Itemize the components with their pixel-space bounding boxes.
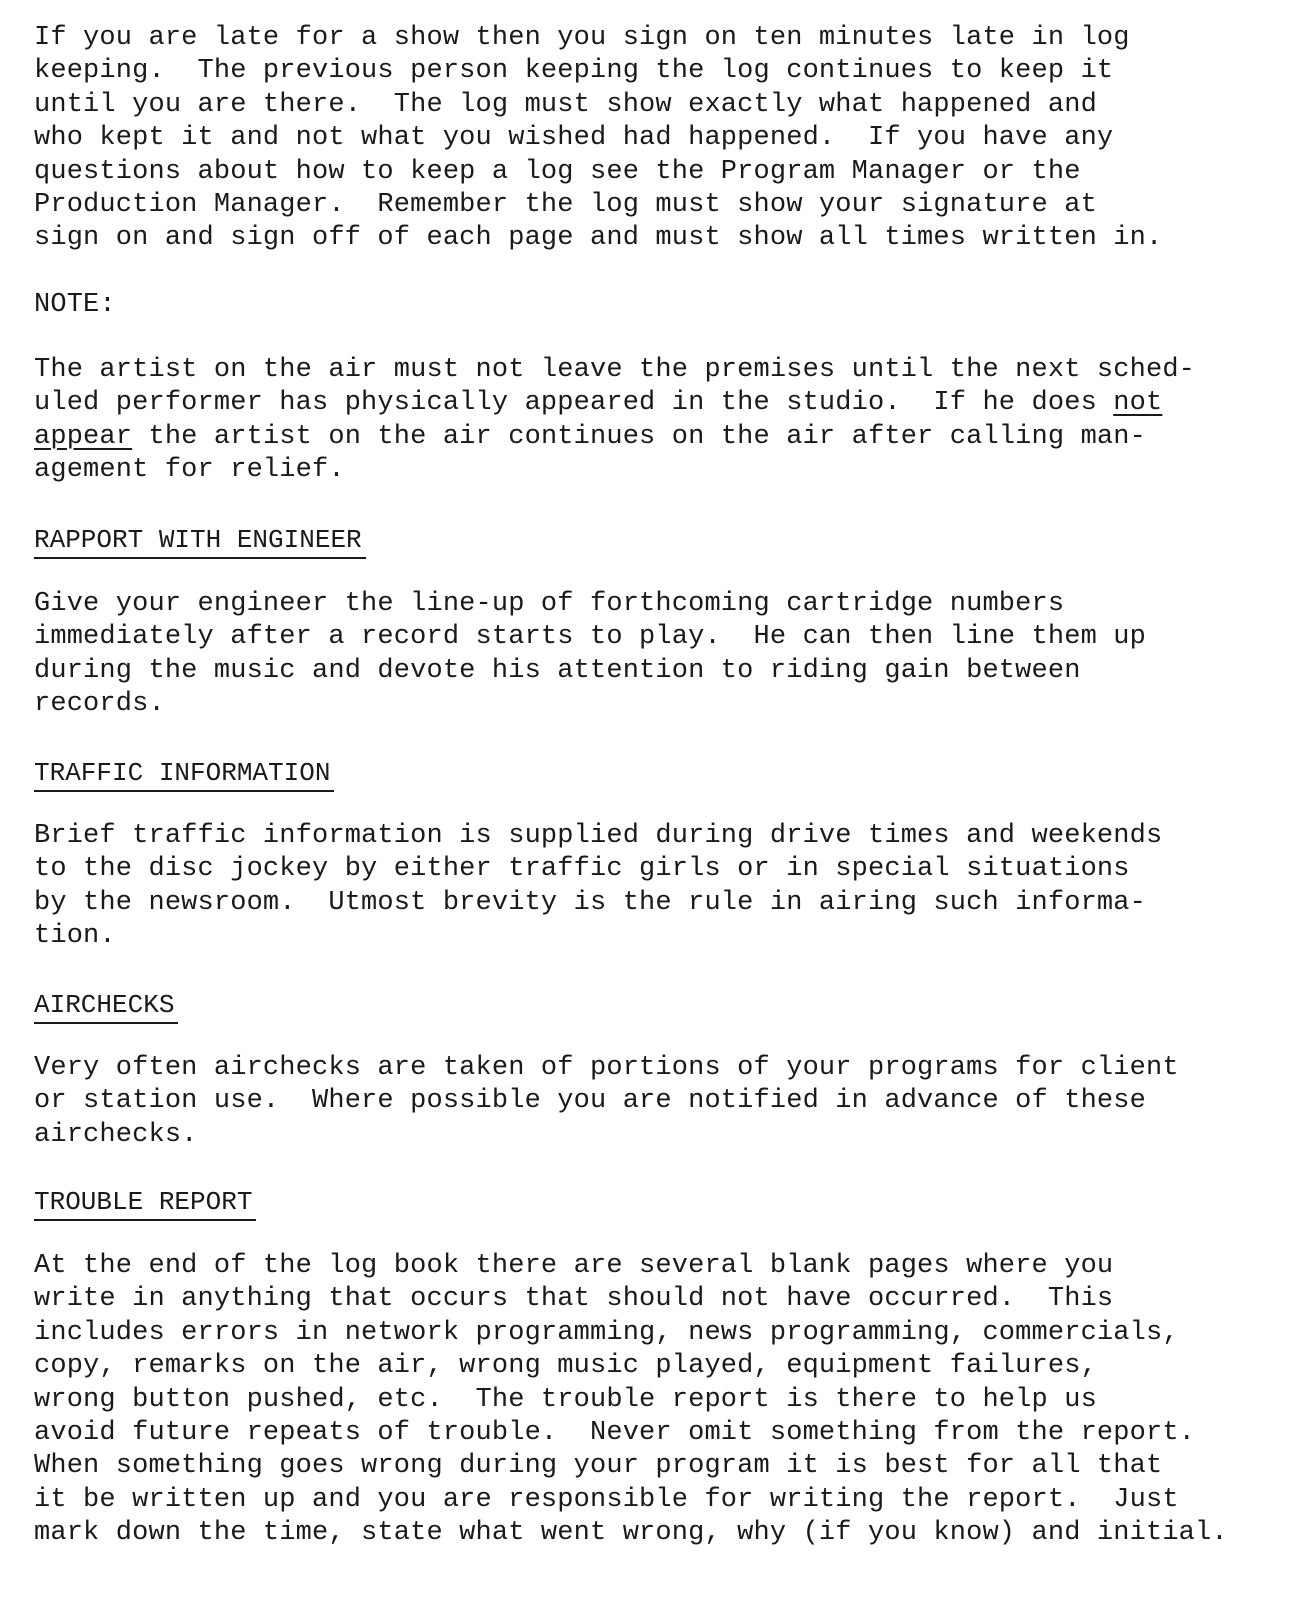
- paragraph-line: includes errors in network programming, news programming, commercials,: [34, 1317, 1179, 1348]
- paragraph-line: wrong button pushed, etc. The trouble report is there to help us: [34, 1384, 1097, 1415]
- paragraph-line: Production Manager. Remember the log must show your signature at: [34, 189, 1097, 220]
- paragraph-line: immediately after a record starts to play. He can then line them up: [34, 622, 1146, 653]
- paragraph-line: airchecks.: [34, 1119, 198, 1150]
- paragraph-line: until you are there. The log must show exactly what happened and: [34, 89, 1097, 120]
- section-traffic-body: [34, 820, 1274, 954]
- paragraph-line: copy, remarks on the air, wrong music played, equipment failures,: [34, 1351, 1097, 1382]
- paragraph-line: tion.: [34, 921, 116, 952]
- paragraph-line: avoid future repeats of trouble. Never omit something from the report.: [34, 1417, 1196, 1448]
- section-rapport-body: [34, 588, 1274, 722]
- section-trouble-body: [34, 1250, 1274, 1551]
- note-label-block: [34, 289, 1274, 322]
- paragraph-line: to the disc jockey by either traffic girls or in special situations: [34, 854, 1130, 885]
- paragraph-line: records.: [34, 689, 165, 720]
- emphasis-appear: appear: [34, 421, 133, 452]
- paragraph-line: If you are late for a show then you sign on ten minutes late in log: [34, 23, 1130, 53]
- paragraph-line: When something goes wrong during your program it is best for all that: [34, 1451, 1163, 1482]
- paragraph-line: it be written up and you are responsible for writing the report. Just: [34, 1484, 1179, 1515]
- paragraph-line: [34, 421, 1274, 454]
- paragraph-line: during the music and devote his attention to riding gain between: [34, 655, 1081, 686]
- paragraph-line: Give your engineer the line-up of forthcoming cartridge numbers: [34, 589, 1065, 619]
- paragraph-line: or station use. Where possible you are notified in advance of these: [34, 1086, 1146, 1117]
- section-trouble-heading-block: [34, 1185, 1274, 1221]
- emphasis-not: not: [1113, 388, 1163, 419]
- paragraph-line: sign on and sign off of each page and must show all times written in.: [34, 223, 1163, 254]
- paragraph-line: agement for relief.: [34, 455, 345, 486]
- section-rapport-heading-block: [34, 523, 1274, 559]
- section-airchecks-heading-block: [34, 988, 1274, 1024]
- note-paragraph: [34, 354, 1274, 488]
- paragraph-line: write in anything that occurs that should not have occurred. This: [34, 1284, 1114, 1315]
- section-traffic-heading-block: [34, 756, 1274, 792]
- paragraph-line: mark down the time, state what went wrong, why (if you know) and initial.: [34, 1518, 1228, 1549]
- note-text: uled performer has physically appeared in the studio. If he does: [34, 388, 1114, 419]
- note-text: the artist on the air continues on the air after calling man-: [132, 421, 1146, 452]
- paragraph-line: keeping. The previous person keeping the log continues to keep it: [34, 56, 1114, 87]
- paragraph-line: who kept it and not what you wished had happened. If you have any: [34, 123, 1114, 154]
- paragraph-line: by the newsroom. Utmost brevity is the rule in airing such informa-: [34, 887, 1146, 918]
- intro-paragraph: [34, 22, 1274, 256]
- paragraph-line: At the end of the log book there are several blank pages where you: [34, 1251, 1114, 1281]
- paragraph-line: Very often airchecks are taken of portions of your programs for client: [34, 1053, 1179, 1083]
- section-heading: RAPPORT WITH ENGINEER: [34, 523, 366, 559]
- section-heading: AIRCHECKS: [34, 988, 178, 1024]
- paragraph-line: [34, 387, 1274, 420]
- paragraph-line: The artist on the air must not leave the premises until the next sched-: [34, 355, 1196, 385]
- note-label: NOTE:: [34, 290, 116, 320]
- section-heading: TRAFFIC INFORMATION: [34, 756, 334, 792]
- section-airchecks-body: [34, 1052, 1274, 1152]
- section-heading: TROUBLE REPORT: [34, 1185, 256, 1221]
- paragraph-line: Brief traffic information is supplied during drive times and weekends: [34, 821, 1163, 851]
- paragraph-line: questions about how to keep a log see the Program Manager or the: [34, 156, 1081, 187]
